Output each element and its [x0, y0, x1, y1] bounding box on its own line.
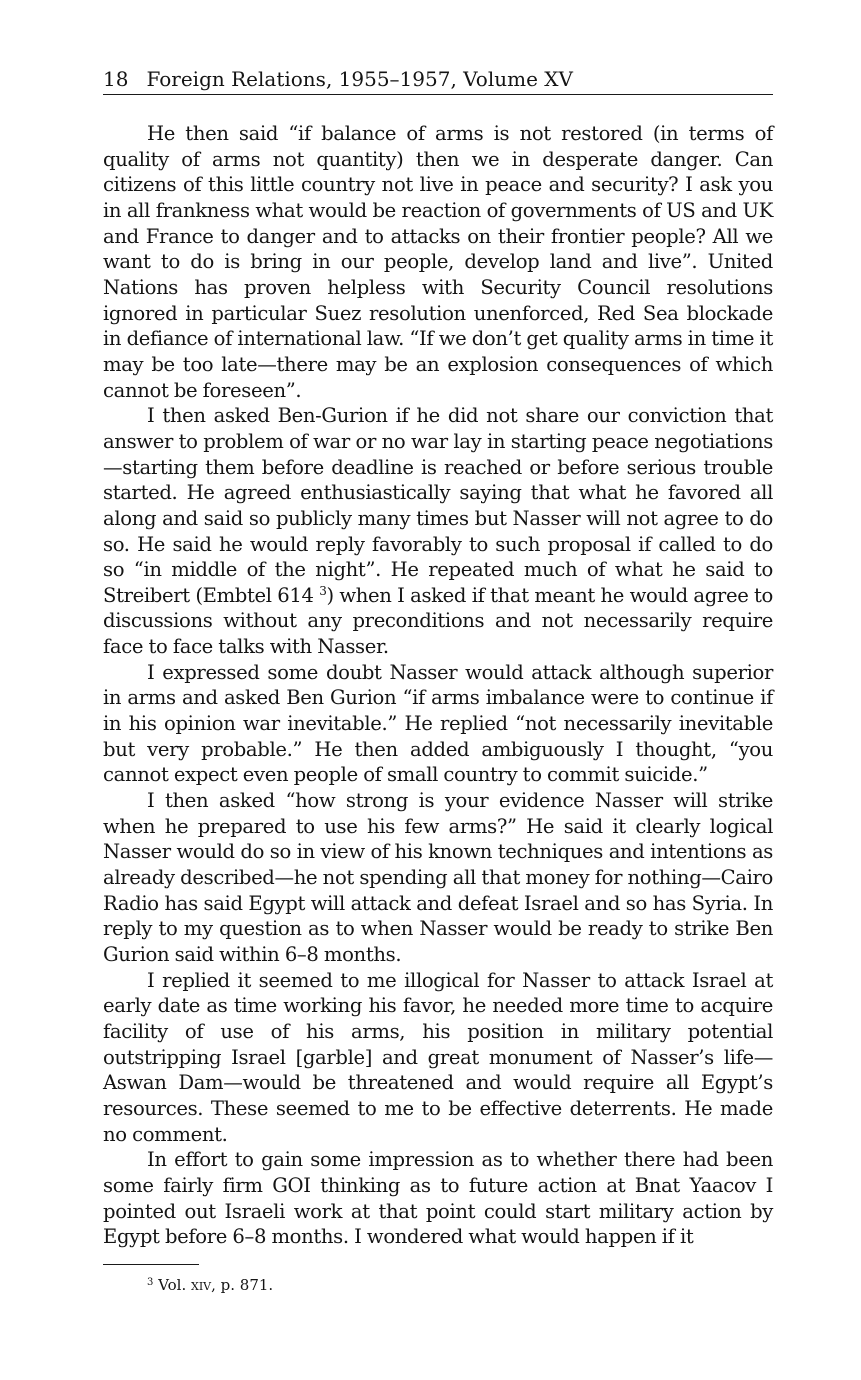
footnote-text-prefix: Vol. — [158, 1275, 191, 1294]
running-head — [103, 66, 773, 95]
paragraph-5: I replied it seemed to me illogical for Nasser to attack Israel at early date as time working his favor, he needed more time to acquire facility of use of his arms, his position in military potential outstripping Israel [garble] and great monument of Nasser’s life—Aswan Dam—would be threatened and would require all Egypt’s resources. These seemed to me to be effective deterrents. He made no comment. — [103, 968, 773, 1146]
footnote-number: 3 — [147, 1276, 154, 1288]
paragraph-1: He then said “if balance of arms is not restored (in terms of quality of arms not quantity) then we in desperate danger. Can citizens of this little country not live in peace and security? I ask you in all frankness what would be reaction of governments of US and UK and France to danger and to attacks on their frontier people? All we want to do is bring in our people, develop land and live”. United Nations has proven helpless with Security Council resolutions ignored in particular Suez resolution unenforced, Red Sea blockade in defiance of international law. “If we don’t get quality arms in time it may be too late—there may be an explosion consequences of which cannot be foreseen”. — [103, 122, 773, 402]
paragraph-2-text-a: I then asked Ben-Gurion if he did not share our conviction that answer to problem of war or no war lay in starting peace negotiations—starting them before deadline is reached or before serious trouble started. He agreed enthusiastically saying that what he favored all along and said so publicly many times but Nasser will not agree to do so. He said he would reply favorably to such proposal if called to do so “in middle of the night”. He repeated much of what he said to Streibert (Embtel 614 — [103, 404, 773, 607]
footnote-reference: 3 — [319, 583, 327, 598]
document-page — [103, 66, 773, 1295]
footnote — [103, 1275, 773, 1295]
paragraph-6: In effort to gain some impression as to whether there had been some fairly firm GOI thinking as to future action at Bnat Yaacov I pointed out Israeli work at that point could start military action by Egypt before 6–8 months. I wondered what would happen if it — [103, 1148, 773, 1249]
footnote-text-suffix: , p. 871. — [211, 1275, 274, 1294]
paragraph-2-text-b: ) when I asked if that meant he would agree to discussions without any preconditions and not necessarily require face to face talks with Nasser. — [103, 583, 773, 659]
footnote-divider — [103, 1264, 199, 1265]
footnote-volume: xiv — [190, 1275, 212, 1294]
body-text — [103, 121, 773, 1250]
paragraph-3: I expressed some doubt Nasser would attack although superior in arms and asked Ben Gurion “if arms imbalance were to continue if in his opinion war inevitable.” He replied “not necessarily inevitable but very probable.” He then added ambiguously I thought, “you cannot expect even people of small country to commit suicide.” — [103, 660, 773, 787]
paragraph-2 — [103, 403, 773, 660]
paragraph-4: I then asked “how strong is your evidence Nasser will strike when he prepared to use his few arms?” He said it clearly logical Nasser would do so in view of his known techniques and intentions as already described—he not spending all that money for nothing—Cairo Radio has said Egypt will attack and defeat Israel and so has Syria. In reply to my question as to when Nasser would be ready to strike Ben Gurion said within 6–8 months. — [103, 789, 773, 966]
page-number: 18 — [103, 67, 129, 91]
running-head-title: Foreign Relations, 1955–1957, Volume XV — [146, 67, 573, 91]
